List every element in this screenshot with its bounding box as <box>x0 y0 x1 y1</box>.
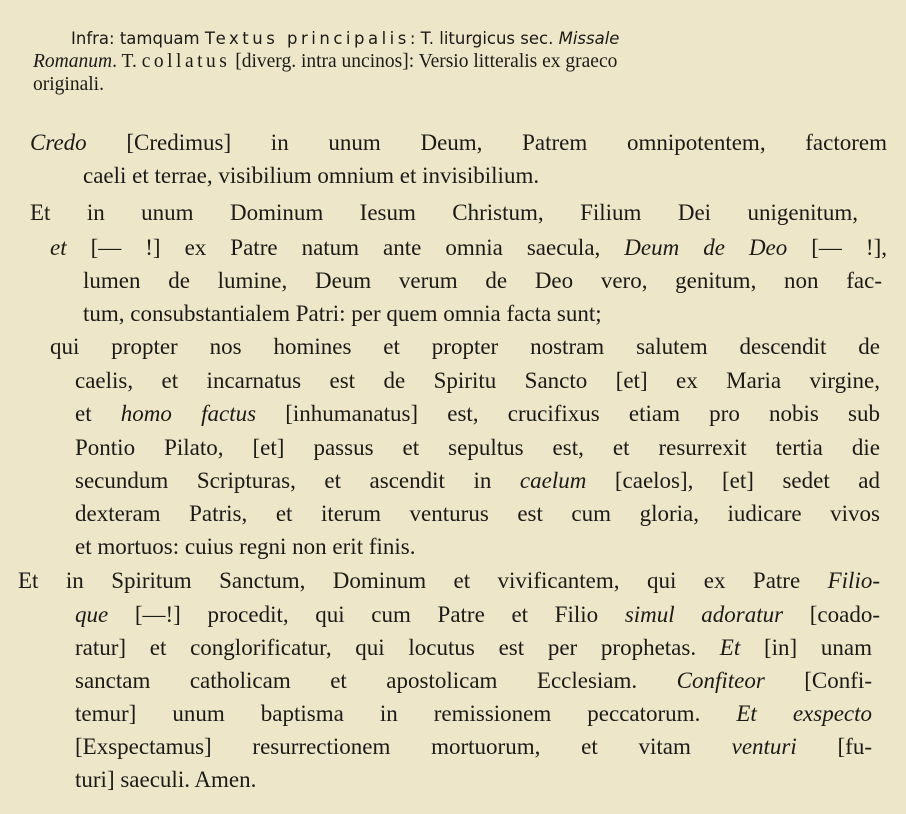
intro-line-1 <box>33 27 893 50</box>
text-run: sanctam catholicam et apostolicam Ecclesiam. <box>75 668 677 693</box>
text-run: [coado- <box>783 602 880 627</box>
italic-phrase: Confiteor <box>676 668 765 693</box>
intro-text: . T. <box>112 51 142 72</box>
creed-line <box>75 698 872 731</box>
italic-phrase: homo factus <box>120 401 257 426</box>
text-run: [inhumanatus] est, crucifixus etiam pro nobis sub <box>256 401 880 426</box>
text-run: Et in unum Dominum Iesum Christum, Filium Dei unigenitum, <box>30 200 858 225</box>
text-run: ratur] et conglorificatur, qui locutus est per prophetas. <box>75 635 720 660</box>
text-run: et <box>75 401 121 426</box>
creed-line <box>30 127 887 160</box>
italic-phrase: Credo <box>30 130 87 155</box>
creed-line <box>83 265 882 298</box>
italic-phrase: Filio- <box>827 568 880 593</box>
text-run: caeli et terrae, visibilium omnium et invisibilium. <box>83 163 540 188</box>
italic-phrase: caelum <box>519 468 587 493</box>
text-run: Pontio Pilato, [et] passus et sepultus est, et resurrexit tertia die <box>75 435 880 460</box>
italic-phrase: Et <box>719 635 741 660</box>
text-run: turi] saeculi. Amen. <box>75 767 257 792</box>
text-run: [Credimus] in unum Deum, Patrem omnipotentem, factorem <box>86 130 887 155</box>
text-run: [— !], <box>787 235 887 260</box>
intro-line-3: originali. <box>33 74 104 95</box>
text-run: caelis, et incarnatus est de Spiritu Sancto [et] ex Maria virgine, <box>75 368 880 393</box>
creed-line <box>50 232 887 265</box>
text-run: [caelos], [et] sedet ad <box>586 468 880 493</box>
italic-phrase: que <box>75 602 109 627</box>
text-run: [Exspectamus] resurrectionem mortuorum, et vitam <box>75 734 732 759</box>
creed-line <box>75 465 880 498</box>
text-run: [— !] ex Patre natum ante omnia saecula, <box>66 235 625 260</box>
text-run: Et in Spiritum Sanctum, Dominum et vivificantem, qui ex Patre <box>18 568 828 593</box>
text-run: temur] unum baptisma in remissionem peccatorum. <box>75 701 737 726</box>
creed-line <box>83 298 602 331</box>
italic-phrase: venturi <box>731 734 797 759</box>
creed-line <box>75 432 880 465</box>
italic-phrase: et <box>50 235 67 260</box>
text-run: [fu- <box>796 734 872 759</box>
intro-text: : T. liturgicus sec. <box>409 29 559 48</box>
text-run: qui propter nos homines et propter nostram salutem descendit de <box>50 334 880 359</box>
italic-phrase: simul adoratur <box>624 602 784 627</box>
creed-line <box>83 160 539 193</box>
text-run: [in] unam <box>740 635 872 660</box>
intro-text: Infra: tamquam <box>71 29 205 48</box>
text-run: [Confi- <box>764 668 872 693</box>
intro-text: [diverg. intra uncinos]: Versio litteralis ex graeco <box>230 51 618 72</box>
intro-note <box>33 27 893 96</box>
creed-line <box>50 331 880 364</box>
creed-line <box>18 565 880 598</box>
intro-spaced-text: collatus <box>141 51 231 72</box>
text-run: et mortuos: cuius regni non erit finis. <box>75 534 416 559</box>
creed-line <box>75 398 880 431</box>
creed-line <box>75 599 880 632</box>
text-run: secundum Scripturas, et ascendit in <box>75 468 520 493</box>
creed-line <box>75 731 872 764</box>
creed-line <box>75 665 872 698</box>
text-run: lumen de lumine, Deum verum de Deo vero, genitum, non fac- <box>83 268 882 293</box>
creed-line <box>30 197 858 230</box>
intro-spaced-text: Textus principalis <box>204 29 410 48</box>
creed-line <box>75 632 872 665</box>
italic-phrase: Et exspecto <box>736 701 873 726</box>
text-run: [—!] procedit, qui cum Patre et Filio <box>108 602 625 627</box>
intro-line-2 <box>33 50 893 73</box>
creed-line <box>75 365 880 398</box>
text-run: tum, consubstantialem Patri: per quem omnia facta sunt; <box>83 301 602 326</box>
creed-line <box>75 764 256 797</box>
italic-phrase: Deum de Deo <box>624 235 788 260</box>
creed-line <box>75 531 415 564</box>
intro-italic: Romanum <box>33 51 113 72</box>
creed-line <box>75 498 880 531</box>
text-run: dexteram Patris, et iterum venturus est cum gloria, iudicare vivos <box>75 501 880 526</box>
intro-italic: Missale <box>558 29 620 48</box>
